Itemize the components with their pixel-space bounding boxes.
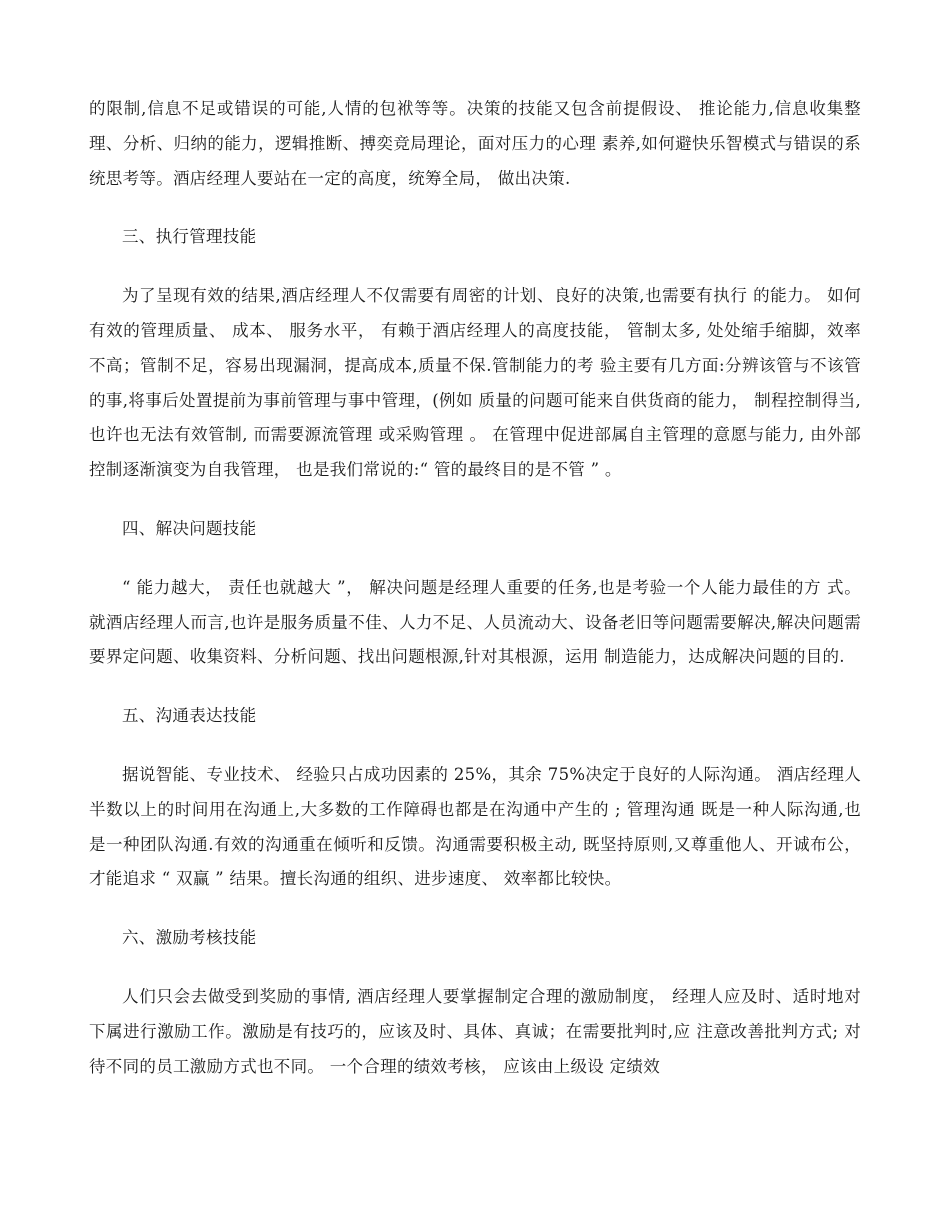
paragraph-decision-skills: 的限制,信息不足或错误的可能,人情的包袱等等。决策的技能又包含前提假设、 推论能力,信息收集整理、分析、归纳的能力，逻辑推断、搏奕竞局理论，面对压力的心理 素养,如何避快乐智模式与错误的系统思考等。酒店经理人要站在一定的高度，统筹全局， 做出决策.: [89, 99, 861, 188]
paragraph-problem-solving: “ 能力越大， 责任也就越大 ”， 解决问题是经理人重要的任务,也是考验一个人能力最佳的方 式。就酒店经理人而言,也许是服务质量不佳、人力不足、人员流动大、设备老旧等问题需要解决,解决问题需要界定问题、收集资料、分析问题、找出问题根源,针对其根源，运用 制造能力，达成解决问题的目的.: [89, 577, 861, 667]
paragraph-motivation: 人们只会去做受到奖励的事情, 酒店经理人要掌握制定合理的激励制度， 经理人应及时、适时地对下属进行激励工作。激励是有技巧的，应该及时、具体、真诚；在需要批判时,应 注意改善批判方式; 对待不同的员工激励方式也不同。 一个合理的绩效考核， 应该由上级设 定绩效: [89, 986, 861, 1076]
section-heading-motivation: 六、激励考核技能: [122, 928, 257, 948]
paragraph-execution: 为了呈现有效的结果,酒店经理人不仅需要有周密的计划、良好的决策,也需要有执行 的能力。 如何有效的管理质量、 成本、 服务水平， 有赖于酒店经理人的高度技能， 管制太多, 处处缩手缩脚，效率不高；管制不足，容易出现漏洞，提高成本,质量不保.管制能力的考 验主要有几方面:分辨该管与不该管的事,将事后处置提前为事前管理与事中管理，(例如 质量的问题可能来自供货商的能力， 制程控制得当, 也许也无法有效管制, 而需要源流管理 或采购管理 。 在管理中促进部属自主管理的意愿与能力, 由外部控制逐渐演变为自我管理， 也是我们常说的:“ 管的最终目的是不管 ” 。: [89, 286, 861, 480]
paragraph-communication: 据说智能、专业技术、 经验只占成功因素的 25%，其余 75%决定于良好的人际沟通。 酒店经理人半数以上的时间用在沟通上,大多数的工作障碍也都是在沟通中产生的 ; 管理沟通 既是一种人际沟通,也是一种团队沟通.有效的沟通重在倾听和反馈。沟通需要积极主动, 既坚持原则,又尊重他人、开诚布公，才能追求 “ 双赢 ” 结果。擅长沟通的组织、进步速度、 效率都比较快。: [89, 764, 861, 889]
section-heading-execution: 三、执行管理技能: [122, 227, 257, 247]
section-heading-communication: 五、沟通表达技能: [122, 706, 257, 726]
section-heading-problem-solving: 四、解决问题技能: [122, 518, 257, 538]
document-page: [89, 92, 861, 1084]
